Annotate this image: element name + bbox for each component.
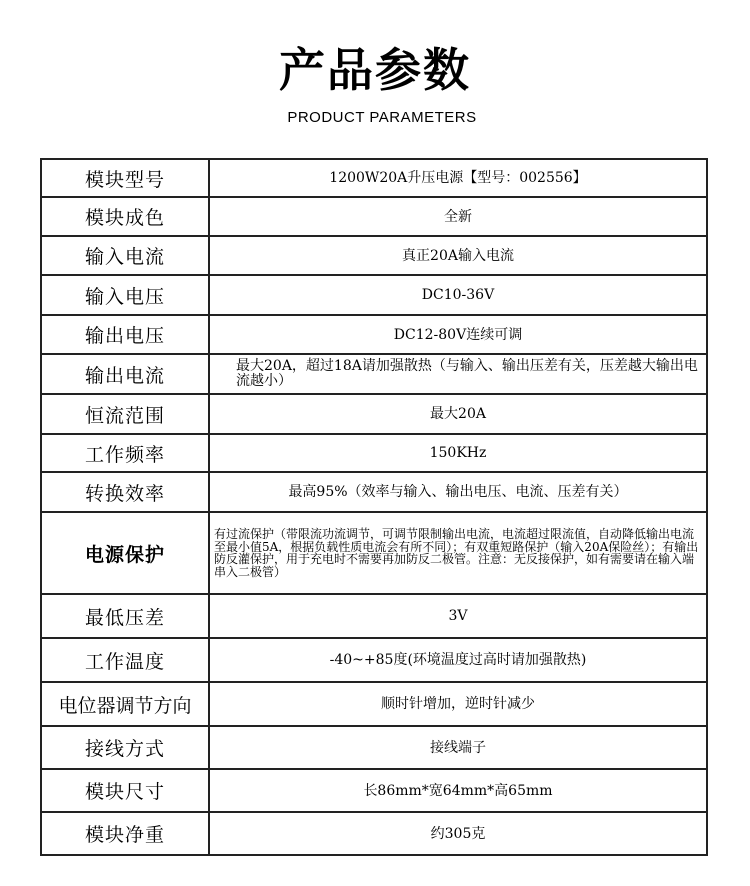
row-value: 全新 <box>209 197 707 236</box>
table-row <box>41 812 707 855</box>
row-label: 模块尺寸 <box>41 769 209 812</box>
table-row <box>41 159 707 197</box>
row-value: 长86mm*宽64mm*高65mm <box>209 769 707 812</box>
page-title: 产品参数 <box>279 43 471 97</box>
table-row <box>41 594 707 638</box>
row-value: 接线端子 <box>209 726 707 769</box>
row-label: 输入电压 <box>41 275 209 315</box>
row-value: DC12-80V连续可调 <box>209 315 707 354</box>
row-value: 150KHz <box>209 434 707 472</box>
table-row <box>41 434 707 472</box>
table-row <box>41 769 707 812</box>
row-value: 最高95%（效率与输入、输出电压、电流、压差有关） <box>209 472 707 512</box>
table-row <box>41 682 707 726</box>
table-row <box>41 315 707 354</box>
row-label: 输出电压 <box>41 315 209 354</box>
table-row <box>41 726 707 769</box>
row-label: 模块型号 <box>41 159 209 197</box>
row-value: DC10-36V <box>209 275 707 315</box>
row-label: 转换效率 <box>41 472 209 512</box>
table-row <box>41 354 707 394</box>
page-subtitle: PRODUCT PARAMETERS <box>287 109 477 126</box>
row-label: 电源保护 <box>41 512 209 594</box>
row-value: 3V <box>209 594 707 638</box>
row-label: 工作温度 <box>41 638 209 682</box>
row-label: 恒流范围 <box>41 394 209 434</box>
row-value: 1200W20A升压电源【型号：002556】 <box>209 159 707 197</box>
row-label: 工作频率 <box>41 434 209 472</box>
row-value: 有过流保护（带限流功流调节，可调节限制输出电流，电流超过限流值，自动降低输出电流至最小值5A，根据负载性质电流会有所不同）；有双重短路保护（输入20A保险丝）；有输出防反灌保护，用于充电时不需要再加防反二极管。注意：无反接保护，如有需要请在输入端串入二极管） <box>209 512 707 594</box>
table-row <box>41 275 707 315</box>
table-row <box>41 394 707 434</box>
row-label: 接线方式 <box>41 726 209 769</box>
row-label: 输入电流 <box>41 236 209 275</box>
row-label: 最低压差 <box>41 594 209 638</box>
row-value: -40~+85度(环境温度过高时请加强散热) <box>209 638 707 682</box>
row-label: 模块成色 <box>41 197 209 236</box>
row-label: 电位器调节方向 <box>41 682 209 726</box>
row-value: 顺时针增加，逆时针减少 <box>209 682 707 726</box>
table-row <box>41 236 707 275</box>
row-value: 约305克 <box>209 812 707 855</box>
row-value: 真正20A输入电流 <box>209 236 707 275</box>
spec-table <box>40 158 708 856</box>
table-row <box>41 638 707 682</box>
row-label: 输出电流 <box>41 354 209 394</box>
table-row <box>41 197 707 236</box>
row-value: 最大20A <box>209 394 707 434</box>
table-row <box>41 472 707 512</box>
row-label: 模块净重 <box>41 812 209 855</box>
table-row <box>41 512 707 594</box>
row-value: 最大20A，超过18A请加强散热（与输入、输出压差有关，压差越大输出电流越小） <box>209 354 707 394</box>
